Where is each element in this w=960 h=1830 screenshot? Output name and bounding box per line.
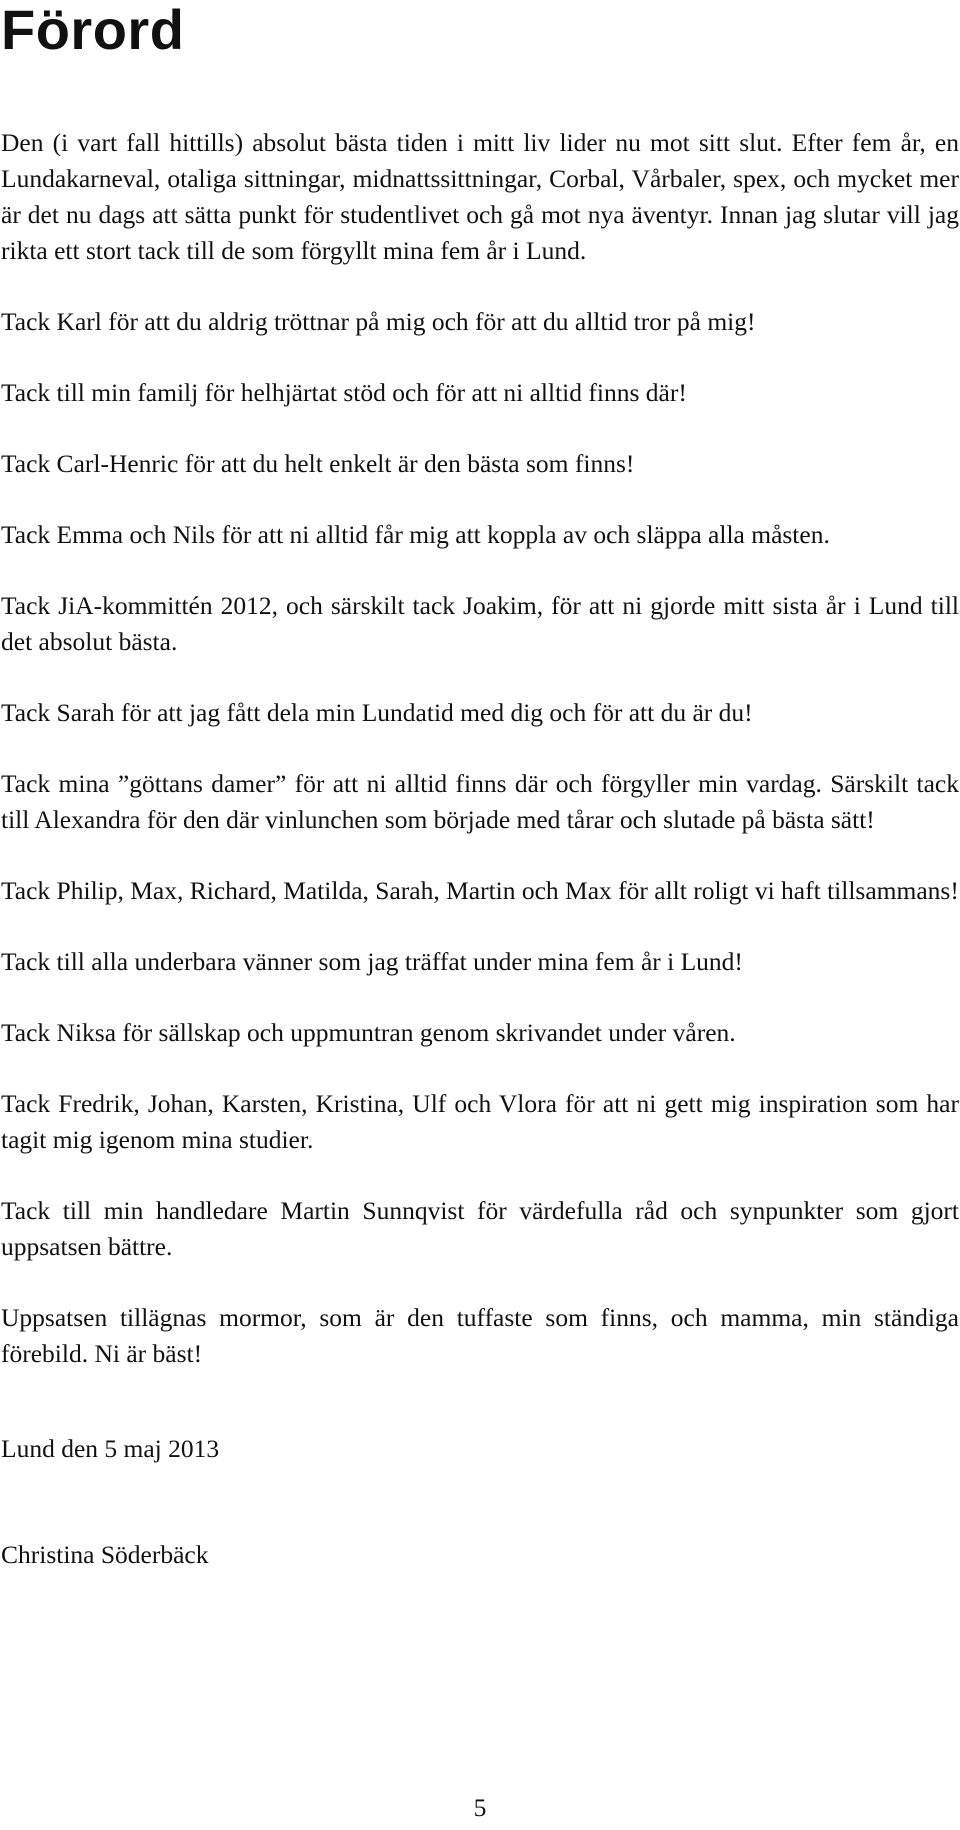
thanks-paragraph: Tack Karl för att du aldrig tröttnar på mig och för att du alltid tror på mig! [1,307,756,336]
thanks-paragraph: Tack Carl-Henric för att du helt enkelt är den bästa som finns! [1,449,635,478]
page-title: Förord [1,0,185,61]
intro-paragraph: Den (i vart fall hittills) absolut bästa tiden i mitt liv lider nu mot sitt slut. Efter fem år, en Lundakarneval, otaliga sittningar, midnattssittningar, Corbal, Vårbaler, spex, och mycket mer är det nu dags att sätta punkt för studentlivet och gå mot nya äventyr. Innan jag slutar vill jag rikta ett stort tack till de som förgyllt mina fem år i Lund. [1,128,959,265]
thanks-paragraph: Tack Fredrik, Johan, Karsten, Kristina, Ulf och Vlora för att ni gett mig inspiration som har tagit mig igenom mina studier. [1,1089,959,1154]
thanks-paragraph: Tack Sarah för att jag fått dela min Lundatid med dig och för att du är du! [1,698,753,727]
thanks-paragraph: Tack Emma och Nils för att ni alltid får mig att koppla av och släppa alla måsten. [1,520,830,549]
thanks-paragraph: Tack till min familj för helhjärtat stöd och för att ni alltid finns där! [1,378,687,407]
thanks-paragraph: Tack JiA-kommittén 2012, och särskilt tack Joakim, för att ni gjorde mitt sista år i Lund till det absolut bästa. [1,591,959,656]
thanks-paragraph: Tack Niksa för sällskap och uppmuntran genom skrivandet under våren. [1,1018,736,1047]
thanks-paragraph: Tack till min handledare Martin Sunnqvist för värdefulla råd och synpunkter som gjort uppsatsen bättre. [1,1196,959,1261]
foreword-body [1,125,959,1573]
thanks-paragraph: Tack till alla underbara vänner som jag träffat under mina fem år i Lund! [1,947,743,976]
thanks-paragraph: Tack mina ”göttans damer” för att ni alltid finns där och förgyller min vardag. Särskilt tack till Alexandra för den där vinlunchen som började med tårar och slutade på bästa sätt! [1,769,959,834]
page-number: 5 [473,1793,487,1822]
place-and-date: Lund den 5 maj 2013 [1,1434,220,1463]
dedication-paragraph: Uppsatsen tillägnas mormor, som är den tuffaste som finns, och mamma, min ständiga förebild. Ni är bäst! [1,1303,959,1368]
author-signature: Christina Söderbäck [1,1540,209,1569]
thanks-paragraph: Tack Philip, Max, Richard, Matilda, Sarah, Martin och Max för allt roligt vi haft tillsammans! [1,876,959,905]
